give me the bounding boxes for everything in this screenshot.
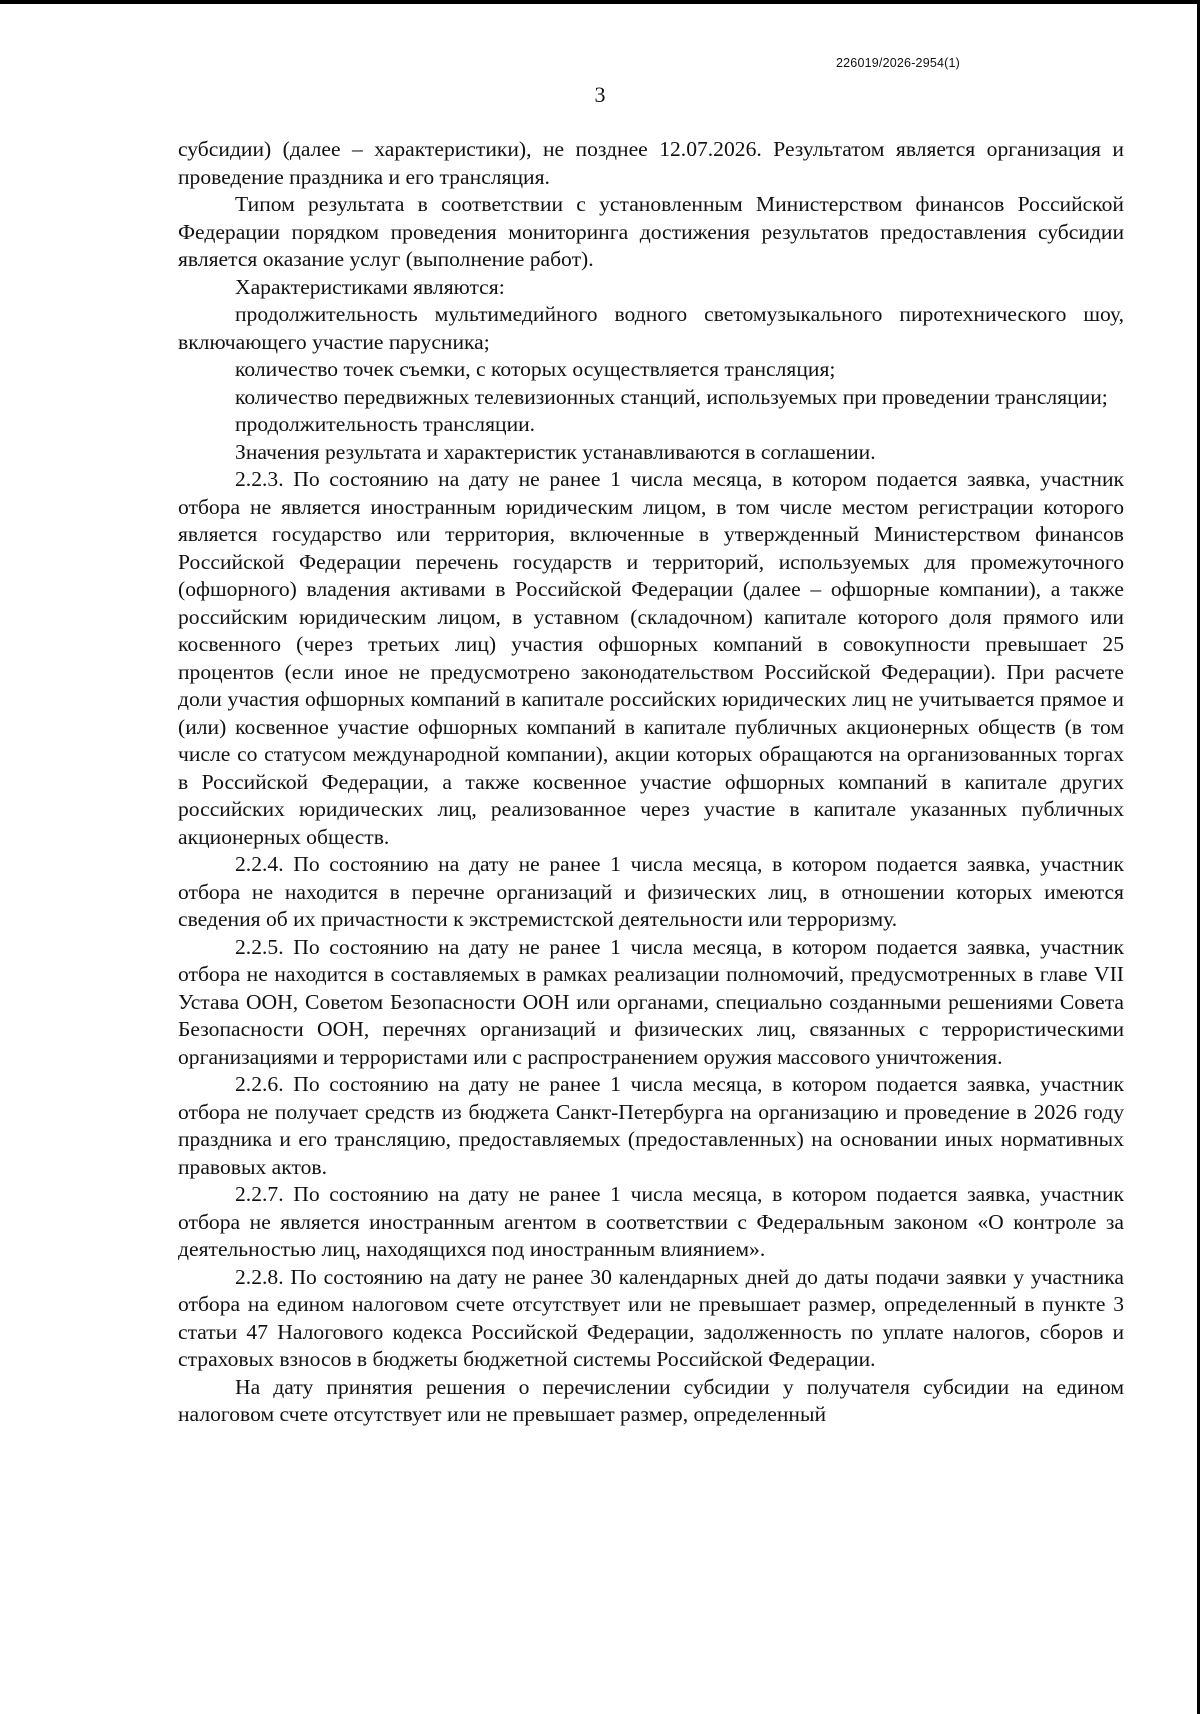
paragraph: продолжительность трансляции. [235,412,536,436]
paragraph: Значения результата и характеристик устанавливаются в соглашении. [235,439,876,464]
paragraph-2-2-4: 2.2.4. По состоянию на дату не ранее 1 числа месяца, в котором подается заявка, участник отбора не находится в перечне организаций и физических лиц, в отношении которых имеются сведения об их причастности к экстремистской деятельности или терроризму. [178,852,1124,931]
page-number: 3 [594,82,606,107]
paragraph-2-2-7: 2.2.7. По состоянию на дату не ранее 1 числа месяца, в котором подается заявка, участник отбора не является иностранным агентом в соответствии с Федеральным законом «О контроле за деятельностью лиц, находящихся под иностранным влиянием». [178,1182,1124,1261]
paragraph: продолжительность мультимедийного водного светомузыкального пиротехнического шоу, включающего участие парусника; [178,302,1124,354]
scan-border-top [0,0,1200,4]
paragraph: Характеристиками являются: [235,274,505,299]
document-registration-number: 226019/2026-2954(1) [836,56,961,70]
paragraph-2-2-8: 2.2.8. По состоянию на дату не ранее 30 календарных дней до даты подачи заявки у участника отбора на едином налоговом счете отсутствует или не превышает размер, определенный в пункте 3 статьи 47 Налогового кодекса Российской Федерации, задолженность по уплате налогов, сборов и страховых взносов в бюджеты бюджетной системы Российской Федерации. [178,1264,1124,1371]
paragraph-2-2-6: 2.2.6. По состоянию на дату не ранее 1 числа месяца, в котором подается заявка, участник отбора не получает средств из бюджета Санкт-Петербурга на организацию и проведение в 2026 году праздника и его трансляцию, предоставляемых (предоставленных) на основании иных нормативных правовых актов. [178,1072,1124,1179]
document-body [178,136,1124,1429]
paragraph-2-2-3: 2.2.3. По состоянию на дату не ранее 1 числа месяца, в котором подается заявка, участник отбора не является иностранным юридическим лицом, в том числе местом регистрации которого является государство или территория, включенные в утвержденный Министерством финансов Российской Федерации перечень государств и территорий, используемых для промежуточного (офшорного) владения активами в Российской Федерации (далее – офшорные компании), а также российским юридическим лицом, в уставном (складочном) капитале которого доля прямого или косвенного (через третьих лиц) участия офшорных компаний в совокупности превышает 25 процентов (если иное не предусмотрено законодательством Российской Федерации). При расчете доли участия офшорных компаний в капитале российских юридических лиц не учитывается прямое и (или) косвенное участие офшорных компаний в капитале публичных акционерных обществ (в том числе со статусом международной компании), акции которых обращаются на организованных торгах в Российской Федерации, а также косвенное участие офшорных компаний в капитале других российских юридических лиц, реализованное через участие в капитале указанных публичных акционерных обществ. [178,467,1124,849]
paragraph: количество передвижных телевизионных станций, используемых при проведении трансляции; [235,384,1108,409]
paragraph: Типом результата в соответствии с установленным Министерством финансов Российской Федерации порядком проведения мониторинга достижения результатов предоставления субсидии является оказание услуг (выполнение работ). [178,192,1124,271]
paragraph-2-2-5: 2.2.5. По состоянию на дату не ранее 1 числа месяца, в котором подается заявка, участник отбора не находится в составляемых в рамках реализации полномочий, предусмотренных в главе VII Устава ООН, Советом Безопасности ООН или органами, специально созданными решениями Совета Безопасности ООН, перечнях организаций и физических лиц, связанных с террористическими организациями и террористами или с распространением оружия массового уничтожения. [178,934,1124,1069]
paragraph: субсидии) (далее – характеристики), не позднее 12.07.2026. Результатом является организация и проведение праздника и его трансляция. [178,137,1124,189]
paragraph: На дату принятия решения о перечислении субсидии у получателя субсидии на едином налоговом счете отсутствует или не превышает размер, определенный [178,1374,1124,1426]
paragraph: количество точек съемки, с которых осуществляется трансляция; [235,357,836,381]
